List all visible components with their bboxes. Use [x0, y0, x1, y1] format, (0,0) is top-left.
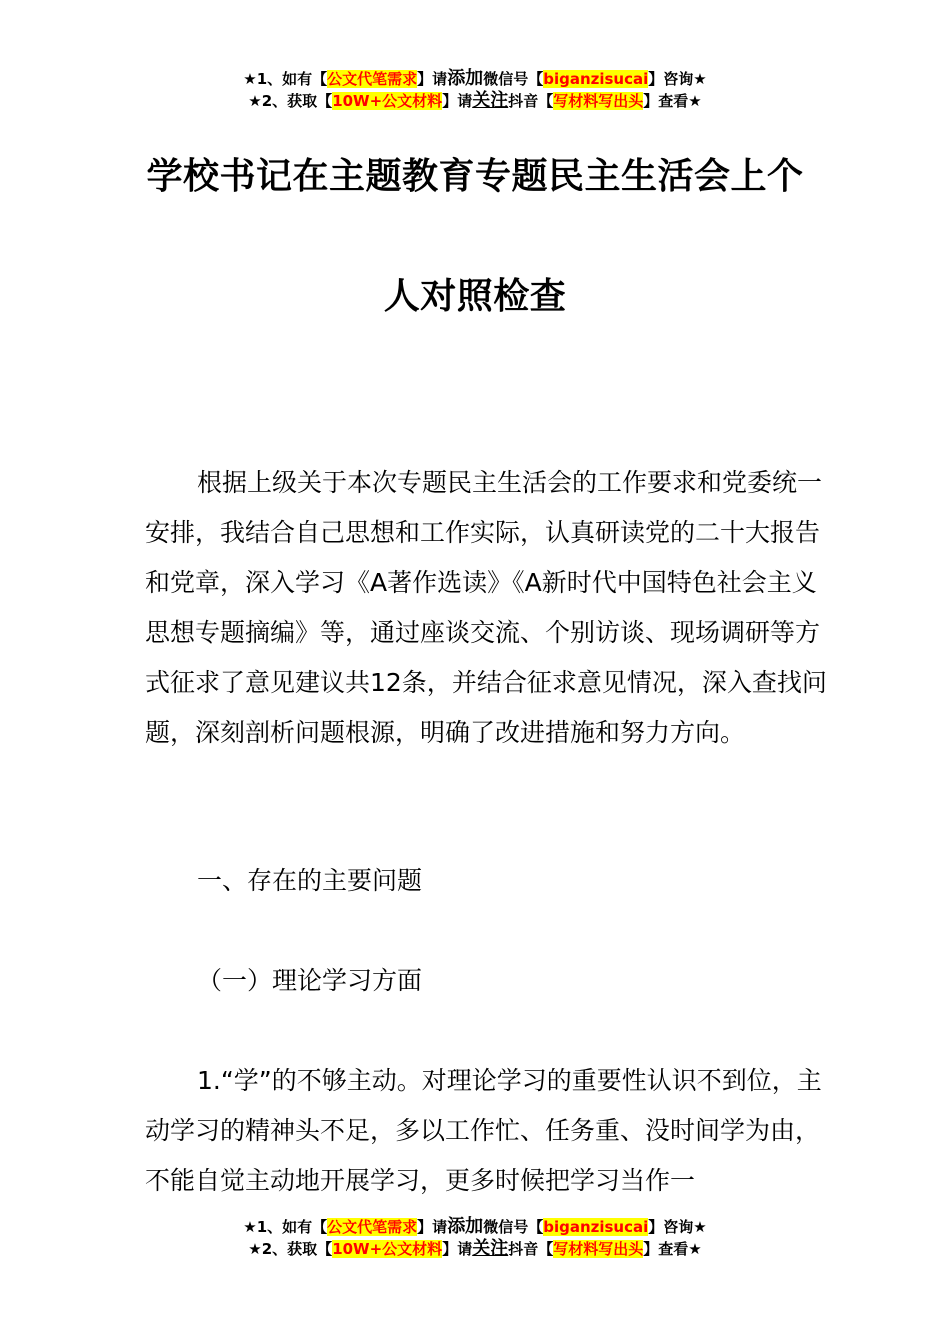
banner-line-2	[0, 90, 950, 112]
banner-text: 】查看★	[643, 1240, 702, 1258]
body-paragraph: 1.“学”的不够主动。对理论学习的重要性认识不到位，主动学习的精神头不足，多以工作忙、任务重、没时间学为由，不能自觉主动地开展学习，更多时候把学习当作一	[145, 1066, 822, 1195]
banner-text: 抖音【	[508, 1240, 554, 1258]
banner-highlight: 公文代笔需求	[327, 70, 418, 88]
banner-text: 抖音【	[508, 92, 554, 110]
banner-text: 微信号【	[483, 70, 544, 88]
banner-line-1	[0, 1216, 950, 1238]
banner-text: 】查看★	[643, 92, 702, 110]
footer-banner	[0, 1216, 950, 1260]
banner-text: 】请	[442, 92, 473, 110]
banner-text: 】请	[417, 70, 448, 88]
banner-emphasis: 添加	[447, 1216, 484, 1237]
banner-line-2	[0, 1238, 950, 1260]
banner-highlight: 10W+公文材料	[332, 1240, 443, 1258]
banner-highlight: biganzisucai	[543, 70, 649, 88]
banner-text: ★1、如有【	[243, 1218, 328, 1236]
banner-text: 】请	[417, 1218, 448, 1236]
subsection-heading: （一）理论学习方面	[197, 966, 423, 995]
banner-highlight: 10W+公文材料	[332, 92, 443, 110]
banner-highlight: 写材料写出头	[553, 1240, 644, 1258]
banner-text: 微信号【	[483, 1218, 544, 1236]
banner-line-1	[0, 68, 950, 90]
header-banner	[0, 68, 950, 112]
intro-paragraph: 根据上级关于本次专题民主生活会的工作要求和党委统一安排，我结合自己思想和工作实际，认真研读党的二十大报告和党章，深入学习《A著作选读》《A新时代中国特色社会主义思想专题摘编》等，通过座谈交流、个别访谈、现场调研等方式征求了意见建议共12条，并结合征求意见情况，深入查找问题，深刻剖析问题根源，明确了改进措施和努力方向。	[145, 468, 827, 747]
document-title-line-1: 学校书记在主题教育专题民主生活会上个	[146, 156, 804, 197]
section-heading: 一、存在的主要问题	[197, 866, 423, 895]
banner-text: ★1、如有【	[243, 70, 328, 88]
banner-text: 】咨询★	[648, 1218, 707, 1236]
banner-highlight: 写材料写出头	[553, 92, 644, 110]
banner-emphasis: 添加	[447, 68, 484, 89]
banner-highlight: biganzisucai	[543, 1218, 649, 1236]
banner-highlight: 公文代笔需求	[327, 1218, 418, 1236]
banner-text: ★2、获取【	[248, 1240, 333, 1258]
banner-text: ★2、获取【	[248, 92, 333, 110]
banner-text: 】咨询★	[648, 70, 707, 88]
banner-text: 】请	[442, 1240, 473, 1258]
document-title-line-2: 人对照检查	[383, 276, 567, 317]
banner-emphasis: 关注	[472, 1238, 509, 1259]
banner-emphasis: 关注	[472, 90, 509, 111]
